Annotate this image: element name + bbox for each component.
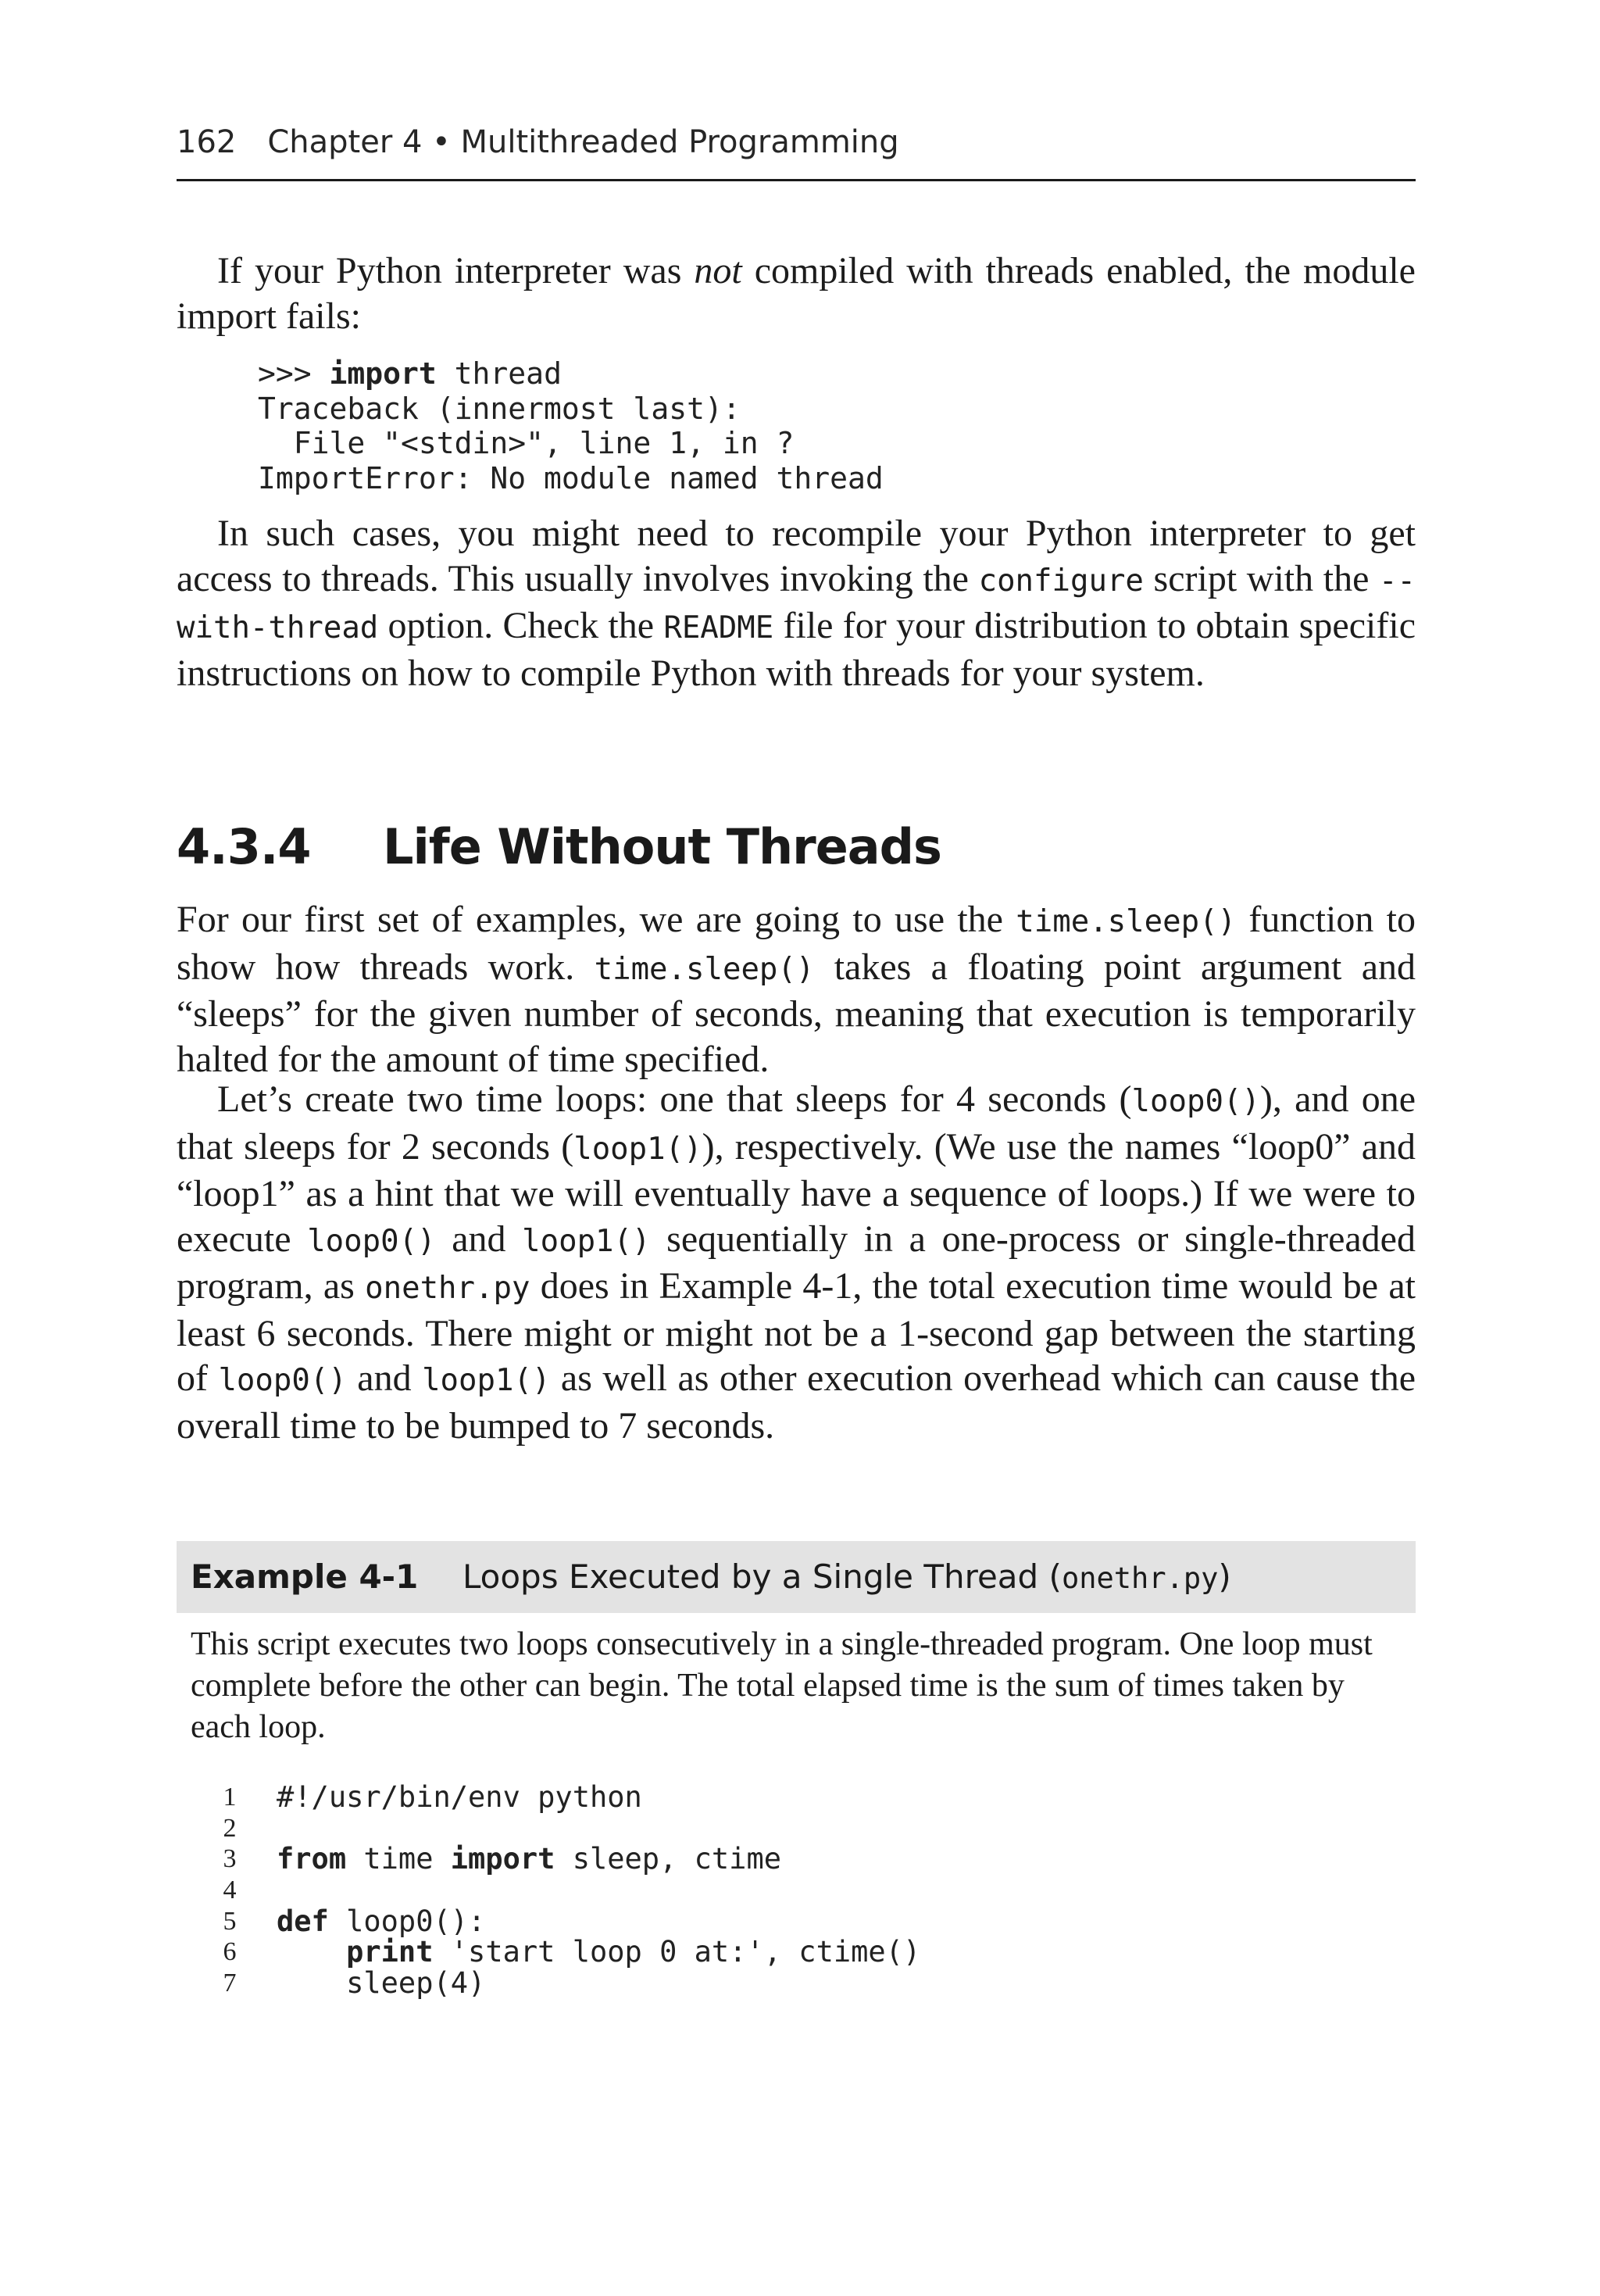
repl-traceback-block: [177, 356, 884, 495]
line-code: [277, 1937, 920, 1968]
code-line: [177, 1968, 1416, 1999]
code-line: [177, 1813, 1416, 1844]
line-code: [277, 1906, 485, 1937]
code-text: time import sleep, ctime: [346, 1842, 782, 1876]
line-number: 6: [223, 1937, 237, 1967]
code-keyword: import: [450, 1842, 555, 1876]
inline-code: time.sleep(): [594, 951, 815, 987]
text-run: takes a floating point argument and “sleeps” for the given number of seconds, meaning that execution is temporarily halted for the amount of time specified.: [177, 946, 1416, 1080]
code-text: sleep(4): [346, 1966, 486, 2001]
line-code: [277, 1844, 781, 1875]
example-filename: onethr.py: [1061, 1561, 1219, 1595]
text-run: function to show how threads work.: [177, 899, 1416, 988]
code-keyword: from: [277, 1842, 347, 1876]
text-run: as well as other execution overhead which can cause the overall time to be bumped to 7 seconds.: [177, 1357, 1416, 1447]
repl-line: [258, 356, 884, 392]
line-indent: [277, 1966, 346, 2000]
text-run: ), respectively. (We use the names “loop0” and “loop1” as a hint that we will eventually have a sequence of loops.) If we were to execute: [177, 1125, 1416, 1260]
example-title-close: ): [1218, 1557, 1231, 1596]
inline-code: time.sleep(): [1016, 904, 1237, 939]
code-line: [177, 1906, 1416, 1937]
code-text: loop0():: [328, 1904, 486, 1938]
inline-code: loop0(): [1131, 1084, 1260, 1119]
section-number: 4.3.4: [177, 818, 311, 875]
line-number: 2: [223, 1813, 237, 1843]
text-run: If your Python interpreter was: [217, 250, 695, 291]
text-run: and: [346, 1357, 423, 1399]
text-run: does in Example 4-1, the total execution time would be at least 6 seconds. There might or might not be a 1-second gap between the starting of: [177, 1265, 1416, 1399]
repl-line: File "<stdin>", line 1, in ?: [258, 426, 795, 460]
code-line: [177, 1937, 1416, 1968]
inline-code: loop0(): [218, 1363, 347, 1398]
inline-code: loop0(): [307, 1223, 436, 1259]
section-title: Life Without Threads: [383, 818, 941, 875]
code-text: 'start loop 0 at:', ctime(): [433, 1935, 921, 1969]
text-run: sequentially in a one-process or single-threaded program, as: [177, 1218, 1416, 1307]
inline-code: onethr.py: [365, 1271, 530, 1306]
inline-code: --with-thread: [177, 563, 1416, 646]
text-run: In such cases, you might need to recompile your Python interpreter to get access to threads. This usually involves invoking the: [177, 513, 1416, 599]
inline-code: loop1(): [422, 1363, 551, 1398]
text-run: For our first set of examples, we are going to use the: [177, 899, 1016, 940]
line-code: [277, 1782, 642, 1813]
inline-code: configure: [978, 563, 1144, 599]
inline-code: loop1(): [522, 1223, 651, 1259]
inline-code: README: [663, 610, 774, 646]
running-head: [177, 123, 1416, 161]
example-description: This script executes two loops consecutively in a single-threaded program. One loop must complete before the other can begin. The total elapsed time is the sum of times taken by each loop.: [191, 1626, 1373, 1745]
code-listing: [177, 1782, 1416, 1999]
text-run: compiled with threads enabled, the module import fails:: [177, 250, 1416, 337]
line-number: 7: [223, 1969, 237, 1998]
code-line: [177, 1782, 1416, 1813]
paragraph-time-loops: [177, 1077, 1416, 1448]
code-line: [177, 1875, 1416, 1906]
repl-line: ImportError: No module named thread: [258, 460, 884, 495]
text-run: ), and one that sleeps for 2 seconds (: [177, 1078, 1416, 1168]
text-run: and: [435, 1218, 523, 1260]
example-caption-bar: [177, 1541, 1416, 1613]
emphasis-not: not: [694, 250, 742, 291]
text-run: file for your distribution to obtain specific instructions on how to compile Python with threads for your system.: [177, 605, 1416, 694]
repl-line: Traceback (innermost last):: [258, 391, 741, 426]
chapter-title: Chapter 4 • Multithreaded Programming: [267, 124, 899, 160]
keyword-import: import: [329, 356, 437, 391]
header-rule: [177, 179, 1416, 181]
text-run: option. Check the: [378, 605, 664, 646]
code-keyword: def: [277, 1904, 329, 1938]
line-code: [277, 1968, 485, 1999]
paragraph-recompile: [177, 511, 1416, 696]
paragraph-thread-import-fails: [177, 249, 1416, 338]
line-number: 4: [223, 1876, 237, 1905]
code-text: #!/usr/bin/env python: [277, 1780, 642, 1814]
example-title-text: Loops Executed by a Single Thread (: [462, 1557, 1062, 1596]
line-number: 5: [223, 1906, 237, 1936]
repl-text: thread: [436, 356, 562, 391]
line-number: 1: [223, 1783, 237, 1811]
code-line: [177, 1844, 1416, 1875]
example-label: Example 4-1: [191, 1557, 419, 1596]
line-number: 3: [223, 1844, 237, 1874]
line-indent: [277, 1935, 346, 1969]
text-run: script with the: [1143, 557, 1380, 599]
example-title: [462, 1541, 1231, 1615]
inline-code: loop1(): [573, 1131, 702, 1167]
paragraph-time-sleep: [177, 897, 1416, 1082]
code-keyword: print: [346, 1935, 434, 1969]
repl-prompt: >>>: [258, 356, 330, 391]
page-number: 162: [177, 124, 237, 160]
section-heading: [177, 819, 941, 875]
text-run: Let’s create two time loops: one that sleeps for 4 seconds (: [217, 1078, 1132, 1120]
